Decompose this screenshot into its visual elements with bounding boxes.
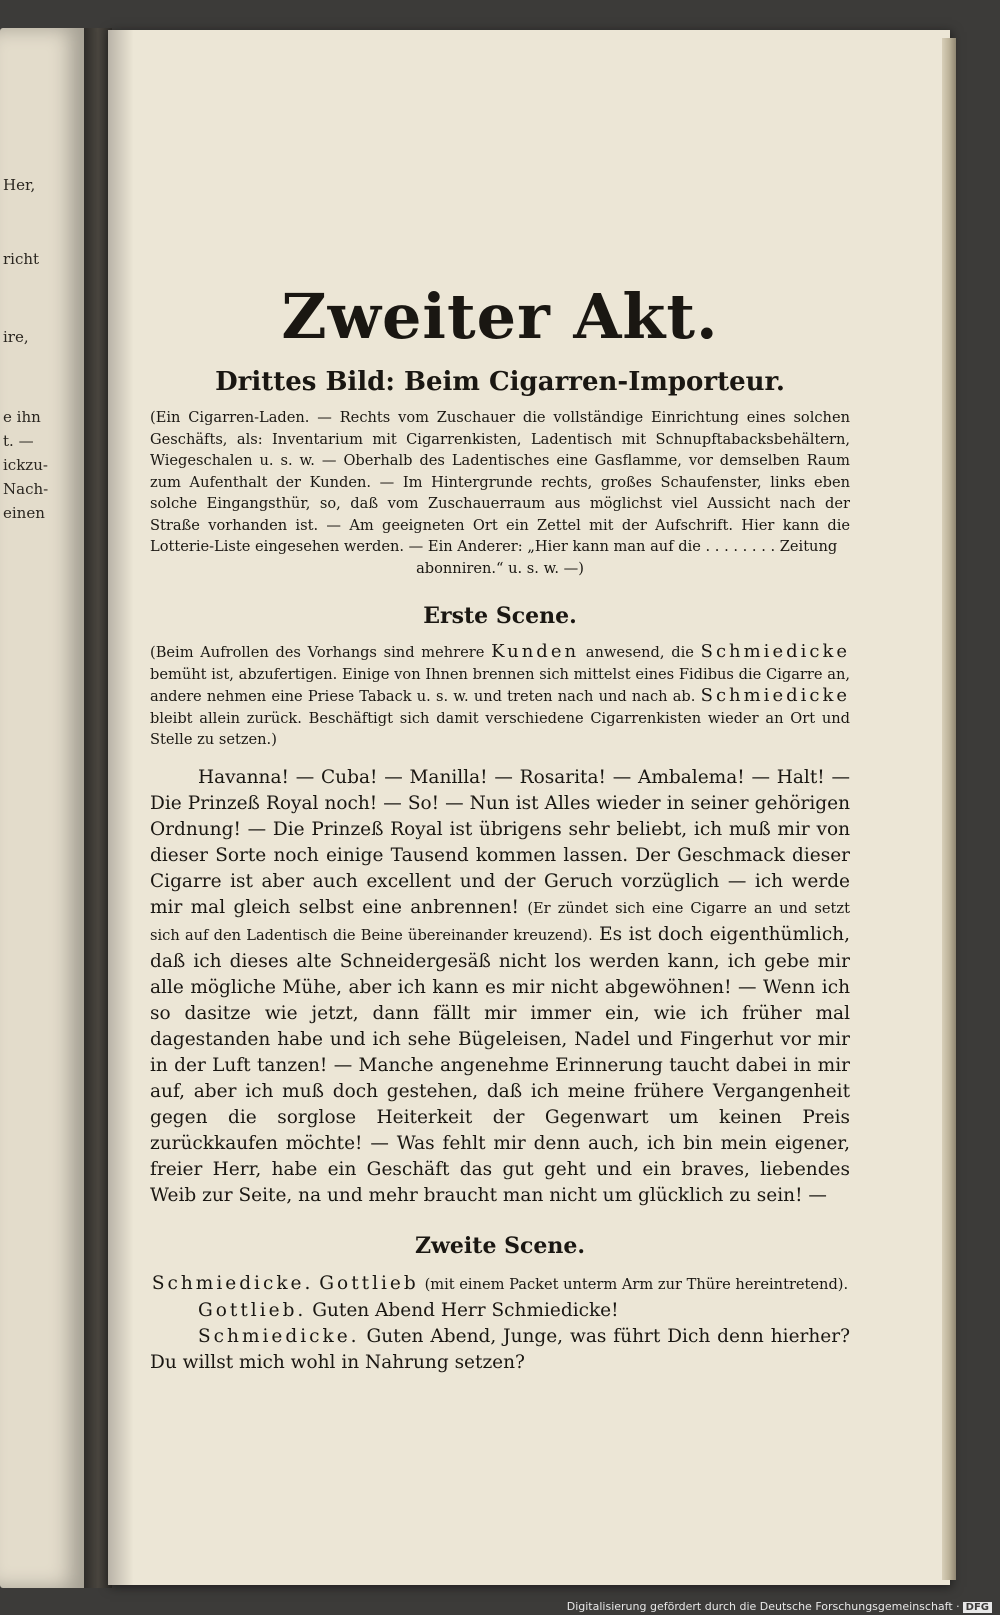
left-page-fragment: richt [3,250,40,268]
direction-text: bleibt allein zurück. Beschäftigt sich damit verschiedene Cigarrenkisten wieder an Ort und Stelle zu setzen.) [150,709,850,748]
direction-text: anwesend, die [585,644,694,661]
stage-direction: (Ein Cigarren-Laden. — Rechts vom Zuschauer die vollständige Einrichtung eines solchen Geschäfts, als: Inventarium mit Cigarrenkisten, Ladentisch mit Schnupftabacksbehältern, Wiegeschalen u. s. w. — Oberhalb des Ladentisches eine Gasflamme, vor demselben Raum zum Aufenthalt der Kunden. — Im Hintergrunde rechts, großes Schaufenster, links eben solche Eingangsthür, so, daß vom Zuschauerraum aus möglichst viel Aussicht nach der Straße vorhanden ist. — Am geeigneten Ort ein Zettel mit der Aufschrift. Hier kann die Lotterie-Liste eingesehen werden. — Ein Anderer: „Hier kann man auf die . . . . . . . . Zeitung [150,409,850,555]
left-page-fragment: e ihn [3,408,41,426]
page-text [150,280,850,1376]
dialogue-text: Guten Abend Herr Schmiedicke! [312,1299,619,1321]
left-page-fragment: Her, [3,176,36,194]
speaker-name: Schmiedicke. [198,1325,360,1347]
inline-stage-direction: (Er zündet sich eine Cigarre an und setzt sich auf den Ladentisch die Beine übereinander kreuzend). [150,899,850,944]
character-name: Schmiedicke [700,641,851,662]
speaker-name: Gottlieb [319,1272,419,1294]
inline-stage-direction: (mit einem Packet unterm Arm zur Thüre hereintretend). [424,1275,849,1293]
direction-text: (Beim Aufrollen des Vorhangs sind mehrere [150,644,485,661]
character-name: Schmiedicke [700,685,851,706]
left-page-fragment: t. — [3,432,34,450]
dialogue-line [150,1324,850,1376]
left-page-fragment: ickzu- [3,456,48,474]
dialogue-line [150,1298,850,1324]
speaker-name: Gottlieb. [198,1299,307,1321]
footer-credit [567,1600,992,1613]
speech-text: Es ist doch eigenthümlich, daß ich dieses alte Schneidergesäß nicht los werden kann, ich gebe mir alle mögliche Mühe, aber ich kann es mir nicht abgewöhnen! — Wenn ich so dasitze wie jetzt, dann fällt mir immer ein, wie ich früher mal dagestanden habe und ich sehe Bügeleisen, Nadel und Fingerhut vor mir in der Luft tanzen! — Manche angenehme Erinnerung taucht dabei in mir auf, aber ich muß doch gestehen, daß ich meine frühere Vergangenheit gegen die sorglose Heiterkeit der Gegenwart um keinen Preis zurückkaufen möchte! — Was fehlt mir denn auch, ich bin mein eigener, freier Herr, habe ein Geschäft das gut geht und ein braves, liebendes Weib zur Seite, na und mehr braucht man nicht um glücklich zu sein! — [150,923,850,1206]
scene-title-1: Erste Scene. [423,603,577,629]
stage-direction-end: abonniren.“ u. s. w. —) [416,559,584,577]
page-edge [942,38,956,1580]
left-page-fragment: ire, [3,328,29,346]
speech-text: Havanna! — Cuba! — Manilla! — Rosarita! — Ambalema! — Halt! — Die Prinzeß Royal noch! — So! — Nun ist Alles wieder in seiner gehörigen Ordnung! — Die Prinzeß Royal ist übrigens sehr beliebt, ich muß mir von dieser Sorte noch einige Tausend kommen lassen. Der Geschmack dieser Cigarre ist aber auch excellent und der Geruch vorzüglich — ich werde mir mal gleich selbst eine anbrennen! [150,766,850,918]
dialogue-text: Guten Abend, Junge, was führt Dich denn hierher? Du willst mich wohl in Nahrung setzen? [150,1325,850,1373]
act-title: Zweiter Akt. [281,280,719,353]
monologue [150,765,850,1209]
character-name: Kunden [491,641,580,662]
direction-text: bemüht ist, abzufertigen. Einige von Ihnen brennen sich mittelst eines Fidibus die Cigarre an, andere nehmen eine Priese Taback u. s. w. und treten nach und nach ab. [150,665,850,705]
speaker-name: Schmiedicke. [151,1272,314,1294]
scene1-direction [150,641,850,751]
scene-title-2: Zweite Scene. [414,1232,586,1259]
left-page [0,28,84,1588]
footer-text: Digitalisierung gefördert durch die Deutsche Forschungsgemeinschaft · [566,1600,960,1613]
picture-title: Drittes Bild: Beim Cigarren-Importeur. [215,367,785,397]
dfg-logo: DFG [963,1602,992,1613]
left-page-fragment: einen [3,504,45,522]
left-page-fragment: Nach- [3,480,49,498]
dialogue-line [150,1271,850,1298]
